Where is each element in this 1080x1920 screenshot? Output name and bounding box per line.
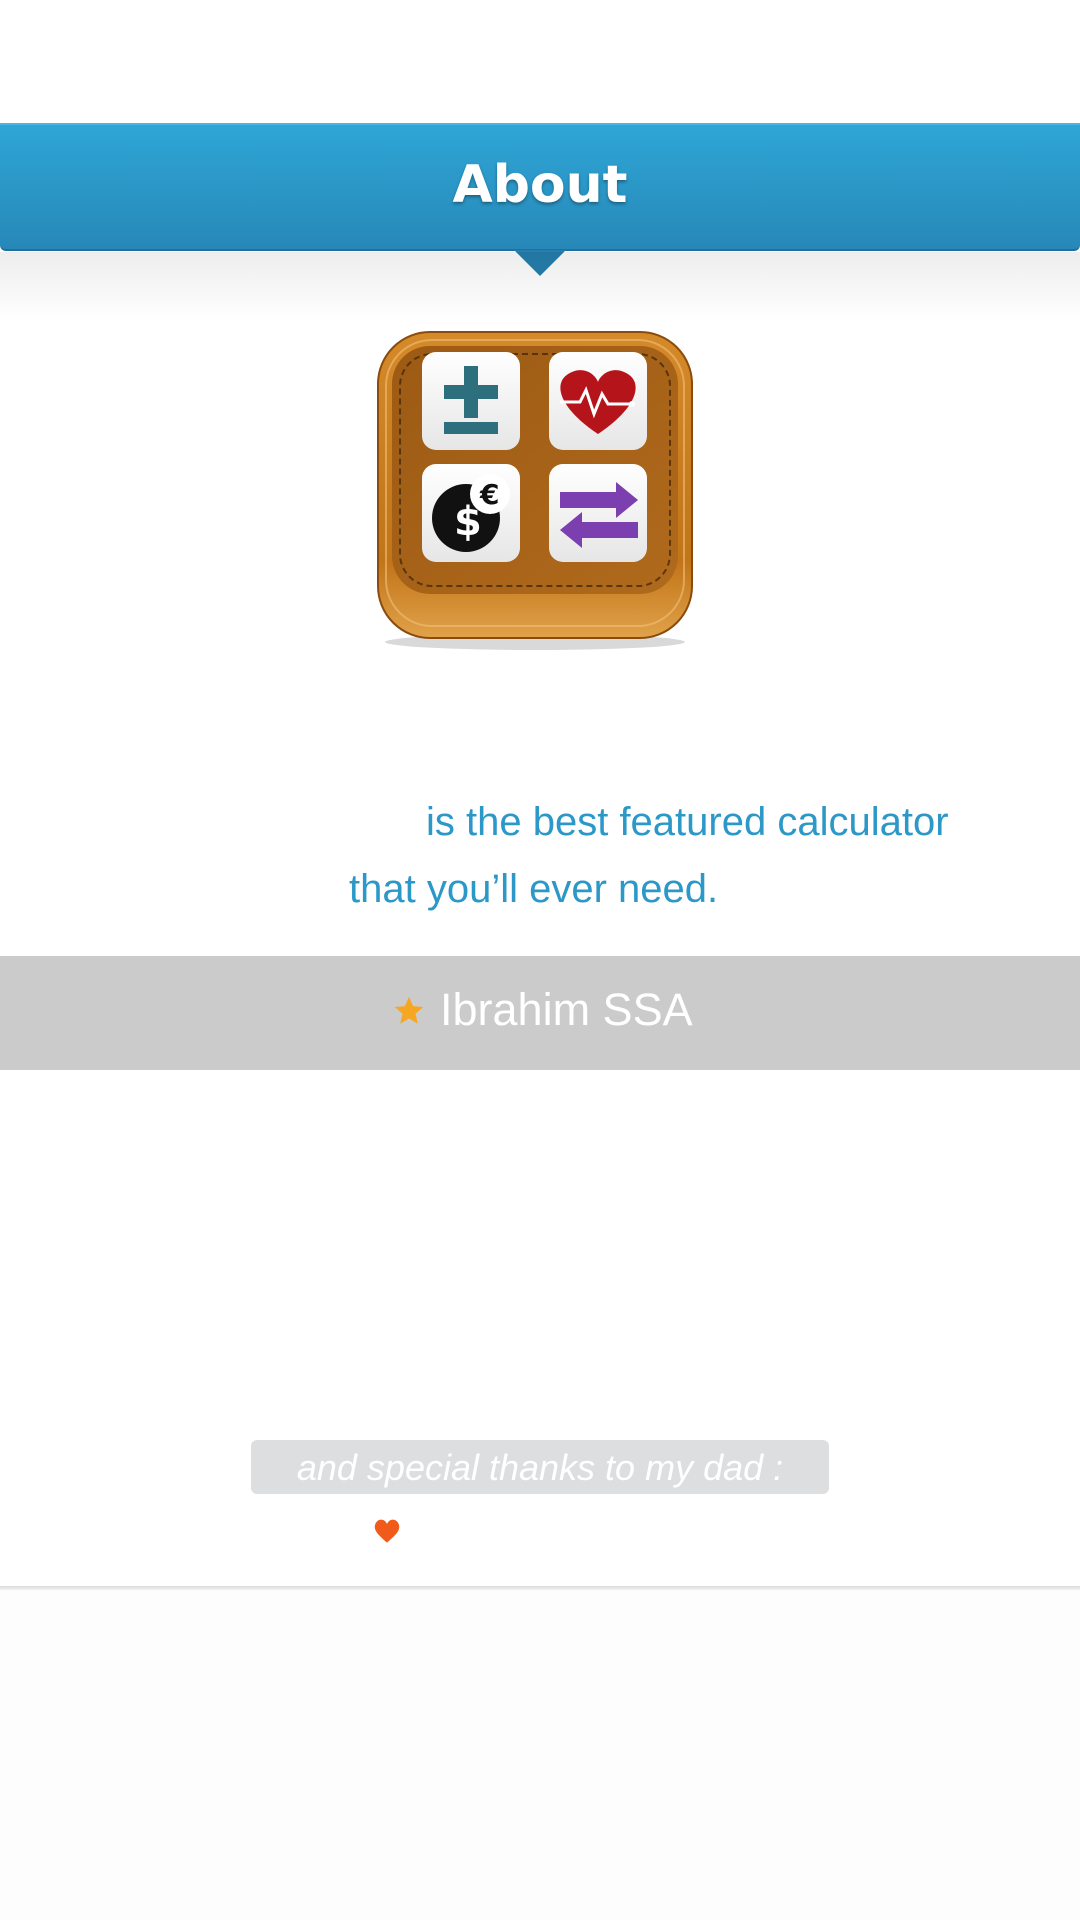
plus-minus-icon [422, 352, 520, 450]
author-bar [0, 956, 1080, 1070]
svg-text:$: $ [454, 499, 482, 545]
heart-pulse-icon [549, 352, 647, 450]
dollar-euro-icon [422, 464, 520, 562]
thanks-text: and special thanks to my dad : [296, 1447, 784, 1488]
thanks-pill [251, 1440, 829, 1494]
star-icon [392, 994, 426, 1028]
swap-arrows-icon [549, 464, 647, 562]
header-bar [0, 123, 1080, 251]
description-line-2: that you’ll ever need. [349, 867, 719, 911]
footer-area [0, 1590, 1080, 1920]
page-title: About [452, 155, 628, 215]
calculator-app-icon [376, 330, 694, 652]
heart-icon [373, 1518, 401, 1544]
author-name: Ibrahim SSA [440, 984, 693, 1035]
svg-text:€: € [480, 478, 500, 511]
description-line-1: is the best featured calculator [426, 800, 949, 844]
header-shadow [0, 252, 1080, 322]
